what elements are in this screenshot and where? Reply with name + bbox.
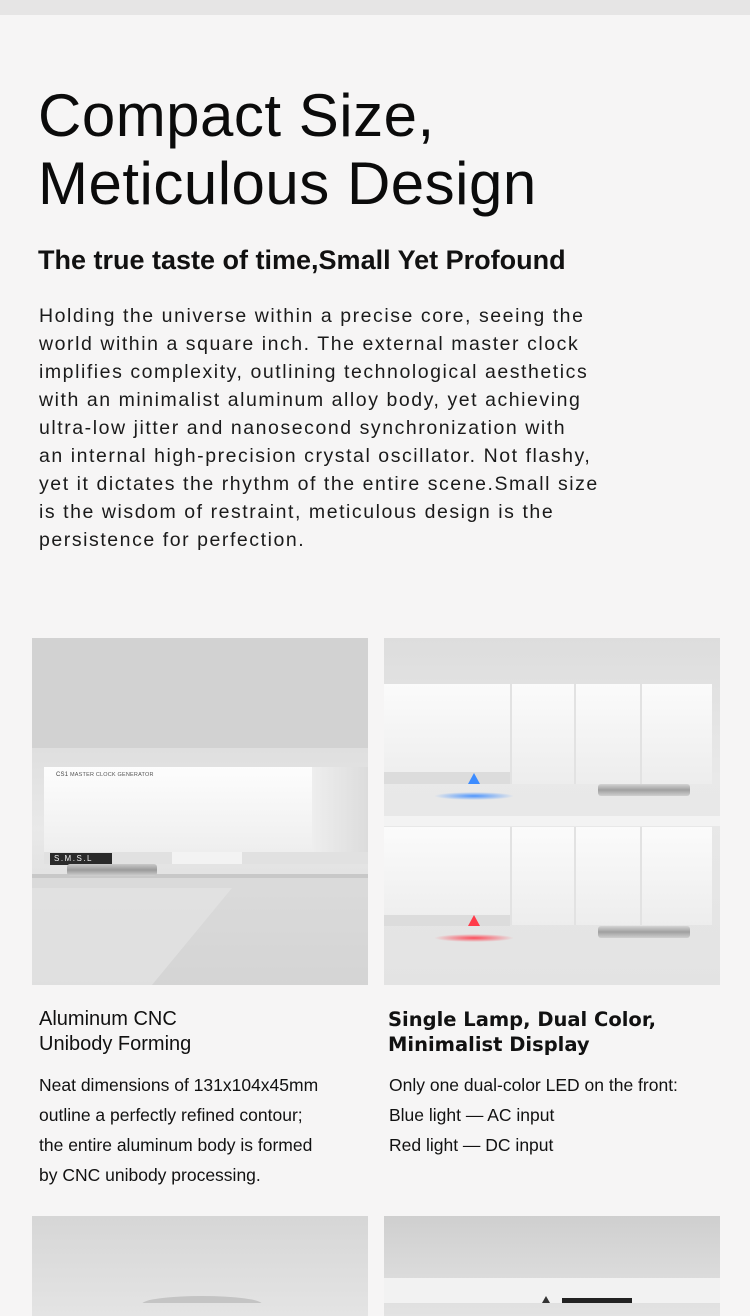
card-title-line: Unibody Forming <box>39 1033 192 1055</box>
product-photo-bottom-right <box>384 1216 720 1316</box>
bottom-right-illustration <box>384 1216 720 1303</box>
intro-line: yet it dictates the rhythm of the entire scene.Small size <box>39 473 599 495</box>
card-text-line: outline a perfectly refined contour; <box>39 1105 303 1125</box>
card-title-line: Minimalist Display <box>388 1033 590 1056</box>
card-text-line: by CNC unibody processing. <box>39 1165 261 1185</box>
led-illustration <box>384 638 720 985</box>
intro-line: is the wisdom of restraint, meticulous design is the <box>39 501 555 523</box>
card-text-line: the entire aluminum body is formed <box>39 1135 313 1155</box>
brand-logo: S.M.S.L <box>54 854 93 863</box>
top-strip <box>0 0 750 15</box>
page-headline <box>38 82 537 218</box>
card-title-led <box>388 1007 656 1057</box>
intro-line: with an minimalist aluminum alloy body, yet achieving <box>39 389 582 411</box>
bottom-left-illustration <box>32 1216 368 1303</box>
model-subtitle: MASTER CLOCK GENERATOR <box>70 772 154 778</box>
intro-line: persistence for perfection. <box>39 529 306 551</box>
intro-line: an internal high-precision crystal oscillator. Not flashy, <box>39 445 592 467</box>
intro-line: Holding the universe within a precise core, seeing the <box>39 305 585 327</box>
headline-line-1: Compact Size, <box>38 82 435 149</box>
intro-line: implifies complexity, outlining technological aesthetics <box>39 361 589 383</box>
product-photo-led <box>384 638 720 985</box>
headline-line-2: Meticulous Design <box>38 150 537 217</box>
card-text-line: Neat dimensions of 131x104x45mm <box>39 1075 319 1095</box>
card-text-line: Only one dual-color LED on the front: <box>389 1075 678 1095</box>
card-title-cnc <box>39 1007 191 1057</box>
intro-paragraph <box>39 302 729 554</box>
product-photo-bottom-left <box>32 1216 368 1316</box>
card-text-line: Red light — DC input <box>389 1135 554 1155</box>
intro-line: world within a square inch. The external master clock <box>39 333 580 355</box>
card-text-led <box>389 1070 678 1160</box>
card-text-cnc <box>39 1070 318 1190</box>
product-illustration <box>32 638 368 985</box>
card-text-line: Blue light — AC input <box>389 1105 555 1125</box>
product-photo-cnc <box>32 638 368 985</box>
model-label: CS1 <box>56 772 69 778</box>
card-title-line: Aluminum CNC <box>39 1008 177 1030</box>
card-title-line: Single Lamp, Dual Color, <box>388 1008 656 1031</box>
intro-line: ultra-low jitter and nanosecond synchronization with <box>39 417 567 439</box>
page-subheading: The true taste of time,Small Yet Profound <box>38 245 566 275</box>
